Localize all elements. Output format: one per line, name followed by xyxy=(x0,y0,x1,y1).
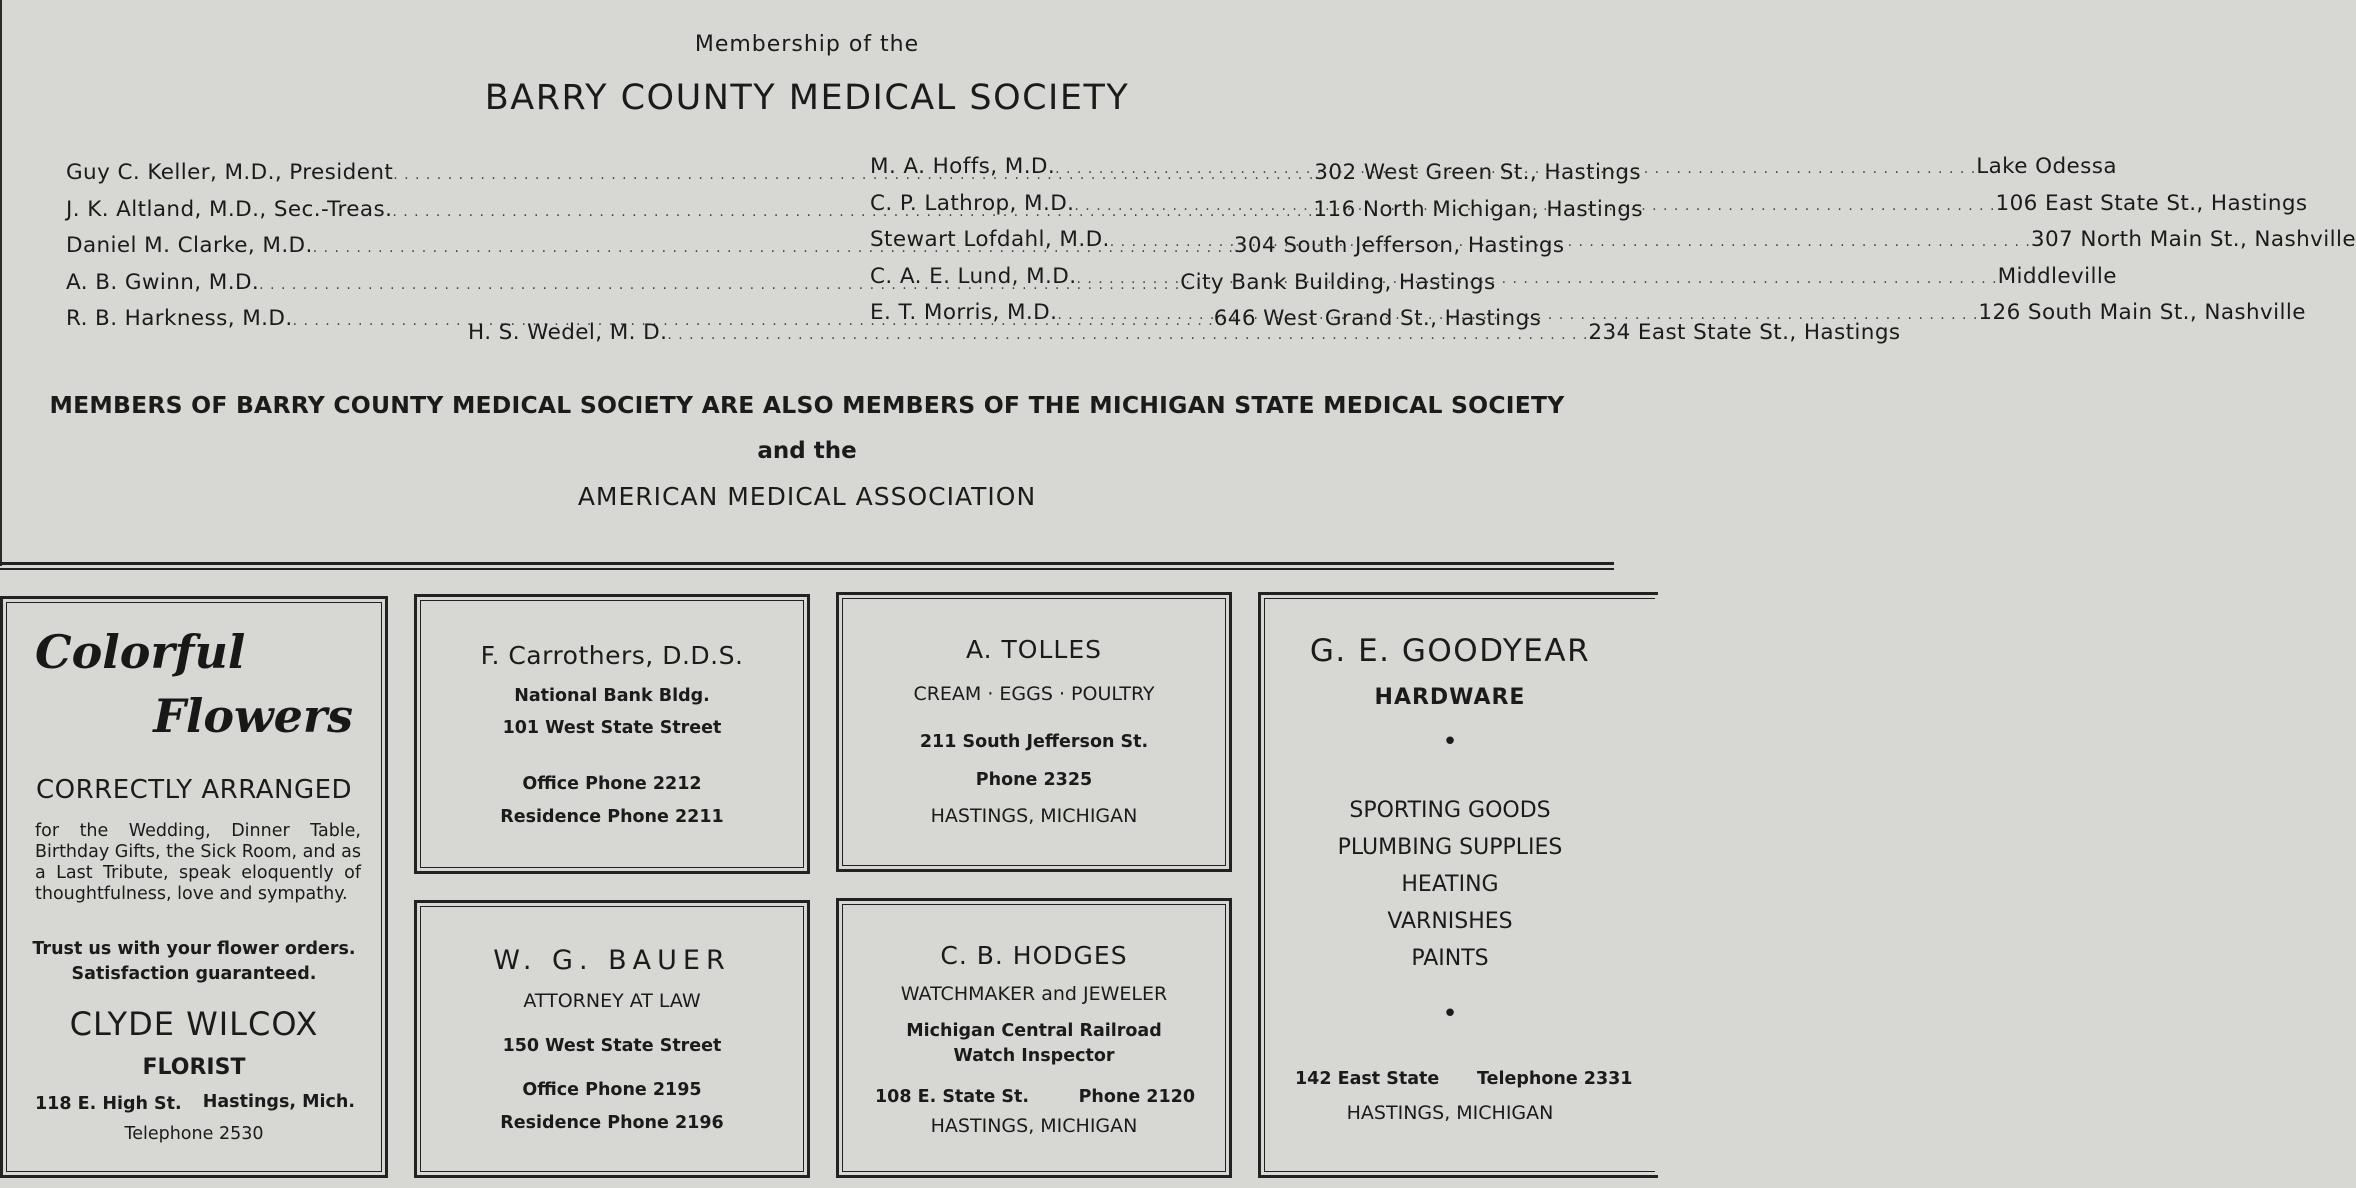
member-address: 307 North Main St., Nashville xyxy=(2030,227,2356,252)
ad-line: 101 West State Street xyxy=(502,718,722,738)
ad-name: W. G. BAUER xyxy=(493,945,731,976)
ad-city: HASTINGS, MICHIGAN xyxy=(1346,1102,1554,1124)
ad-city: Hastings, Mich. xyxy=(202,1092,355,1112)
member-row-center xyxy=(468,320,1901,345)
ad-item: VARNISHES xyxy=(1387,909,1513,934)
ad-flowers xyxy=(0,596,388,1178)
section-divider xyxy=(0,562,1614,570)
ad-name: CLYDE WILCOX xyxy=(69,1005,319,1043)
member-row xyxy=(870,260,2117,297)
ad-body: for the Wedding, Dinner Table, Birthday Gifts, the Sick Room, and as a Last Tribute, speak eloquently of thoughtfulness, love and sympathy. xyxy=(35,821,362,904)
ad-name: C. B. HODGES xyxy=(940,941,1128,970)
ad-phone: Residence Phone 2211 xyxy=(500,807,724,827)
bullet-icon: • xyxy=(1442,999,1458,1029)
ad-address: 142 East State xyxy=(1295,1069,1440,1089)
ad-line: National Bank Bldg. xyxy=(514,686,710,706)
ad-hodges xyxy=(836,898,1232,1178)
ad-phone: Residence Phone 2196 xyxy=(500,1113,724,1133)
ad-line: Watch Inspector xyxy=(953,1046,1115,1066)
member-address: 646 West Grand St., Hastings xyxy=(1213,306,1542,331)
member-address: 302 West Green St., Hastings xyxy=(1314,160,1642,185)
header-kicker: Membership of the xyxy=(694,32,920,57)
dot-leader xyxy=(1110,223,2031,260)
member-name: C. A. E. Lund, M.D. xyxy=(870,263,1077,289)
ad-trust: Trust us with your flower orders. xyxy=(32,939,356,959)
member-name: Daniel M. Clarke, M.D. xyxy=(66,233,313,258)
ad-address: 150 West State Street xyxy=(502,1036,722,1056)
ad-goodyear xyxy=(1258,592,1658,1178)
ad-city: HASTINGS, MICHIGAN xyxy=(930,805,1138,827)
ad-address: 108 E. State St. xyxy=(875,1087,1030,1107)
ad-line: Michigan Central Railroad xyxy=(906,1021,1162,1041)
ad-item: HEATING xyxy=(1401,872,1499,897)
member-row xyxy=(870,187,2308,224)
member-row xyxy=(870,223,2356,260)
member-address: 116 North Michigan, Hastings xyxy=(1313,196,1643,222)
ad-item: PAINTS xyxy=(1411,946,1489,971)
bullet-icon: • xyxy=(1442,727,1458,757)
member-address: 304 South Jefferson, Hastings xyxy=(1233,233,1565,258)
ad-role: FLORIST xyxy=(142,1055,246,1080)
dot-leader xyxy=(1076,260,1997,297)
ad-role: ATTORNEY AT LAW xyxy=(523,990,701,1012)
ad-tolles xyxy=(836,592,1232,872)
member-address: 106 East State St., Hastings xyxy=(1995,190,2308,216)
dot-leader xyxy=(1055,150,1976,187)
ad-trust: Satisfaction guaranteed. xyxy=(71,964,317,984)
ad-address: 211 South Jefferson St. xyxy=(919,732,1149,752)
member-name: Guy C. Keller, M.D., President xyxy=(66,160,394,185)
member-row xyxy=(870,150,2117,187)
ad-name: G. E. GOODYEAR xyxy=(1309,633,1591,669)
member-name: A. B. Gwinn, M.D. xyxy=(66,269,260,295)
ad-script-heading: Colorful xyxy=(35,625,246,679)
ad-name: F. Carrothers, D.D.S. xyxy=(480,641,744,670)
ad-name: A. TOLLES xyxy=(965,635,1103,664)
ad-phone: Phone 2120 xyxy=(1078,1087,1195,1107)
ad-phone: Office Phone 2212 xyxy=(522,774,702,794)
ad-item: PLUMBING SUPPLIES xyxy=(1337,835,1563,860)
ad-products: CREAM · EGGS · POULTRY xyxy=(913,683,1155,705)
member-address: 126 South Main St., Nashville xyxy=(1978,300,2306,325)
member-name: H. S. Wedel, M. D. xyxy=(468,320,668,345)
ad-role: WATCHMAKER and JEWELER xyxy=(900,983,1168,1005)
affiliation-notice: MEMBERS OF BARRY COUNTY MEDICAL SOCIETY ARE ALSO MEMBERS OF THE MICHIGAN STATE MEDICAL SOCIETY xyxy=(49,391,1565,419)
member-address: Middleville xyxy=(1997,263,2117,289)
member-name: E. T. Morris, M.D. xyxy=(870,300,1058,325)
member-name: M. A. Hoffs, M.D. xyxy=(870,154,1056,179)
ad-phone: Telephone 2530 xyxy=(124,1124,264,1144)
ad-bauer xyxy=(414,900,810,1178)
dot-leader xyxy=(1074,187,1995,224)
dot-leader xyxy=(667,320,1588,345)
ad-tagline: CORRECTLY ARRANGED xyxy=(35,775,353,805)
member-name: R. B. Harkness, M.D. xyxy=(66,306,293,331)
ad-role: HARDWARE xyxy=(1374,685,1526,710)
member-address: 234 East State St., Hastings xyxy=(1588,320,1901,345)
member-name: Stewart Lofdahl, M.D. xyxy=(870,227,1110,252)
ad-carrothers xyxy=(414,594,810,874)
ad-item: SPORTING GOODS xyxy=(1349,798,1551,823)
member-address: City Bank Building, Hastings xyxy=(1180,269,1496,295)
ad-script-heading: Flowers xyxy=(153,689,353,743)
ad-city: HASTINGS, MICHIGAN xyxy=(930,1115,1138,1137)
member-address: Lake Odessa xyxy=(1976,154,2117,179)
ad-phone: Phone 2325 xyxy=(975,770,1093,790)
ad-phone: Office Phone 2195 xyxy=(522,1080,702,1100)
member-name: C. P. Lathrop, M.D. xyxy=(870,190,1075,216)
ad-address: 118 E. High St. xyxy=(35,1094,182,1114)
ad-phone: Telephone 2331 xyxy=(1477,1069,1633,1089)
member-name: J. K. Altland, M.D., Sec.-Treas. xyxy=(66,196,393,222)
affiliation-ama: AMERICAN MEDICAL ASSOCIATION xyxy=(577,482,1037,511)
page-title: BARRY COUNTY MEDICAL SOCIETY xyxy=(484,78,1130,118)
affiliation-conjunction: and the xyxy=(757,438,857,464)
